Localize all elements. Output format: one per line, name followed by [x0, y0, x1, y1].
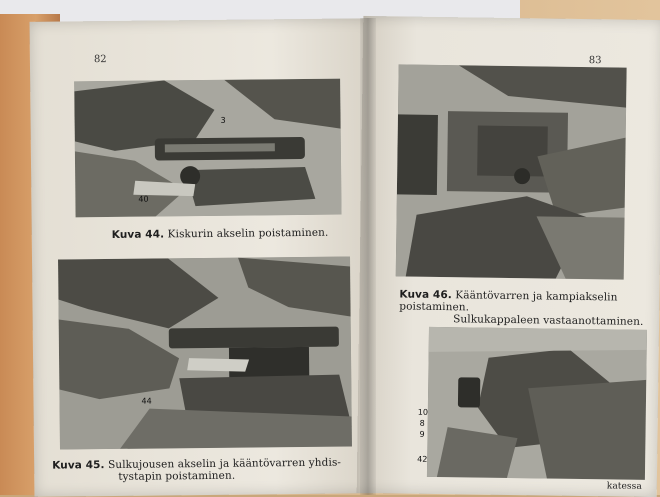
figure-47-image	[427, 327, 647, 480]
figure-45-caption	[52, 456, 372, 483]
right-page-number: 83	[588, 55, 602, 67]
left-page-number: 82	[93, 54, 107, 66]
figure-47-callout-8: 8	[419, 418, 425, 428]
left-page	[30, 18, 380, 497]
figure-47-callout-42: 42	[417, 454, 428, 464]
figure-45-label: Kuva 45.	[52, 459, 105, 472]
right-page	[357, 16, 660, 497]
figure-46-label: Kuva 46.	[399, 288, 452, 302]
figure-46-caption-line2: Sulkukappaleen vastaanottaminen.	[453, 313, 644, 328]
figure-47-drawing	[427, 327, 647, 480]
figure-46-caption-text-1: Kääntövarren ja kampiakselin poistaminen.	[399, 289, 618, 314]
figure-46-caption	[399, 288, 649, 328]
figure-45-callout-44: 44	[141, 396, 152, 406]
figure-44-label: Kuva 44.	[111, 228, 165, 241]
figure-44-callout-40: 40	[138, 194, 149, 204]
figure-46-image	[396, 64, 627, 279]
figure-44-caption-text: Kiskurin akselin poistaminen.	[167, 226, 329, 241]
figure-44-drawing	[74, 79, 341, 218]
figure-45-caption-line2: tystapin poistaminen.	[118, 469, 236, 483]
book-gutter	[360, 18, 376, 495]
figure-47-callout-10: 10	[417, 407, 429, 417]
figure-44-image	[74, 79, 341, 218]
figure-44-callout-3: 3	[220, 115, 226, 125]
figure-45-drawing	[58, 256, 352, 449]
figure-46-drawing	[396, 64, 627, 279]
figure-45-image	[58, 256, 352, 449]
figure-46-caption-line1	[399, 288, 649, 316]
figure-44-caption	[112, 227, 329, 241]
figure-45-caption-text-1: Sulkujousen akselin ja kääntövarren yhdis-	[107, 456, 342, 472]
figure-47-callout-9: 9	[419, 429, 425, 439]
figure-47-partial-text: katessa	[606, 481, 642, 492]
